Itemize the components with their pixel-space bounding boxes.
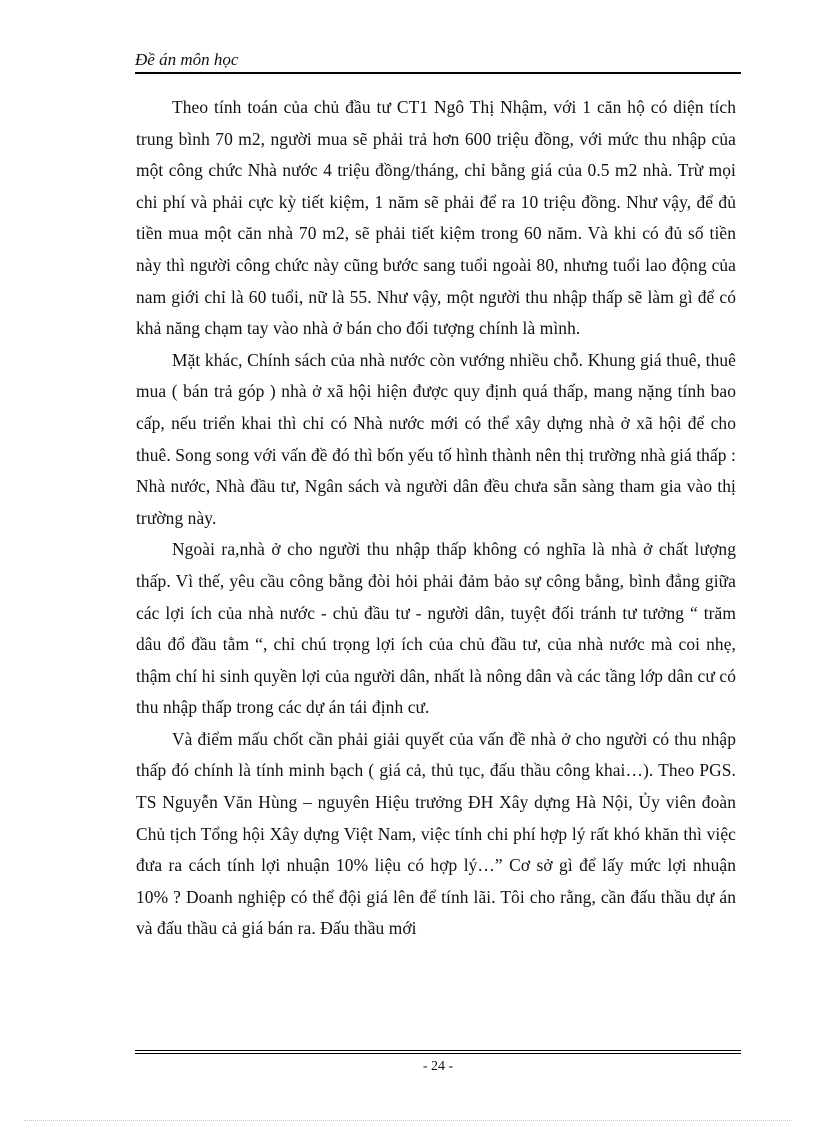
paragraph-3: Ngoài ra,nhà ở cho người thu nhập thấp không có nghĩa là nhà ở chất lượng thấp. Vì thế, yêu cầu công bằng đòi hỏi phải đảm bảo sự công bằng, bình đẳng giữa các lợi ích của nhà nước - chủ đầu tư - người dân, tuyệt đối tránh tư tưởng “ trăm dâu đổ đầu tằm “, chỉ chú trọng lợi ích của chủ đầu tư, của nhà nước mà coi nhẹ, thậm chí hi sinh quyền lợi của người dân, nhất là nông dân và các tầng lớp dân cư có thu nhập thấp trong các dự án tái định cư.: [136, 539, 736, 718]
paragraph-1: Theo tính toán của chủ đầu tư CT1 Ngô Thị Nhậm, với 1 căn hộ có diện tích trung bình 70 m2, người mua sẽ phải trả hơn 600 triệu đồng, với mức thu nhập của một công chức Nhà nước 4 triệu đồng/tháng, chỉ bằng giá của 0.5 m2 nhà. Trừ mọi chi phí và phải cực kỳ tiết kiệm, 1 năm sẽ phải để ra 10 triệu đồng. Như vậy, để đủ tiền mua một căn nhà 70 m2, sẽ phải tiết kiệm trong 60 năm. Và khi có đủ số tiền này thì người công chức này cũng bước sang tuổi ngoài 80, nhưng tuổi lao động của nam giới chỉ là 60 tuổi, nữ là 55. Như vậy, một người thu nhập thấp sẽ làm gì để có khả năng chạm tay vào nhà ở bán cho đối tượng chính là mình.: [136, 97, 736, 339]
document-body: [136, 92, 736, 945]
page-footer: [135, 1050, 741, 1076]
paragraph-4: Và điểm mấu chốt cần phải giải quyết của vấn đề nhà ở cho người có thu nhập thấp đó chính là tính minh bạch ( giá cả, thủ tục, đấu thầu công khai…). Theo PGS. TS Nguyễn Văn Hùng – nguyên Hiệu trưởng ĐH Xây dựng Hà Nội, Ủy viên đoàn Chủ tịch Tổng hội Xây dựng Việt Nam, việc tính chi phí hợp lý rất khó khăn thì việc đưa ra cách tính lợi nhuận 10% liệu có hợp lý…” Cơ sở gì để lấy mức lợi nhuận 10% ? Doanh nghiệp có thể đội giá lên để tính lãi. Tôi cho rằng, cần đấu thầu dự án và đấu thầu cả giá bán ra. Đấu thầu mới: [136, 728, 736, 939]
footer-rule-bottom: [135, 1053, 741, 1054]
page-number: - 24 -: [422, 1059, 454, 1074]
page-header: [135, 46, 741, 74]
header-title: Đề án môn học: [135, 50, 239, 69]
footer-rule-top: [135, 1050, 741, 1051]
paragraph-2: Mặt khác, Chính sách của nhà nước còn vướng nhiều chỗ. Khung giá thuê, thuê mua ( bán trả góp ) nhà ở xã hội hiện được quy định quá thấp, mang nặng tính bao cấp, nếu triển khai thì chỉ có Nhà nước mới có thể xây dựng nhà ở xã hội để cho thuê. Song song với vấn đề đó thì bốn yếu tố hình thành nên thị trường nhà giá thấp : Nhà nước, Nhà đầu tư, Ngân sách và người dân đều chưa sẵn sàng tham gia vào thị trường này.: [136, 349, 736, 528]
page-edge-divider: [24, 1120, 792, 1121]
